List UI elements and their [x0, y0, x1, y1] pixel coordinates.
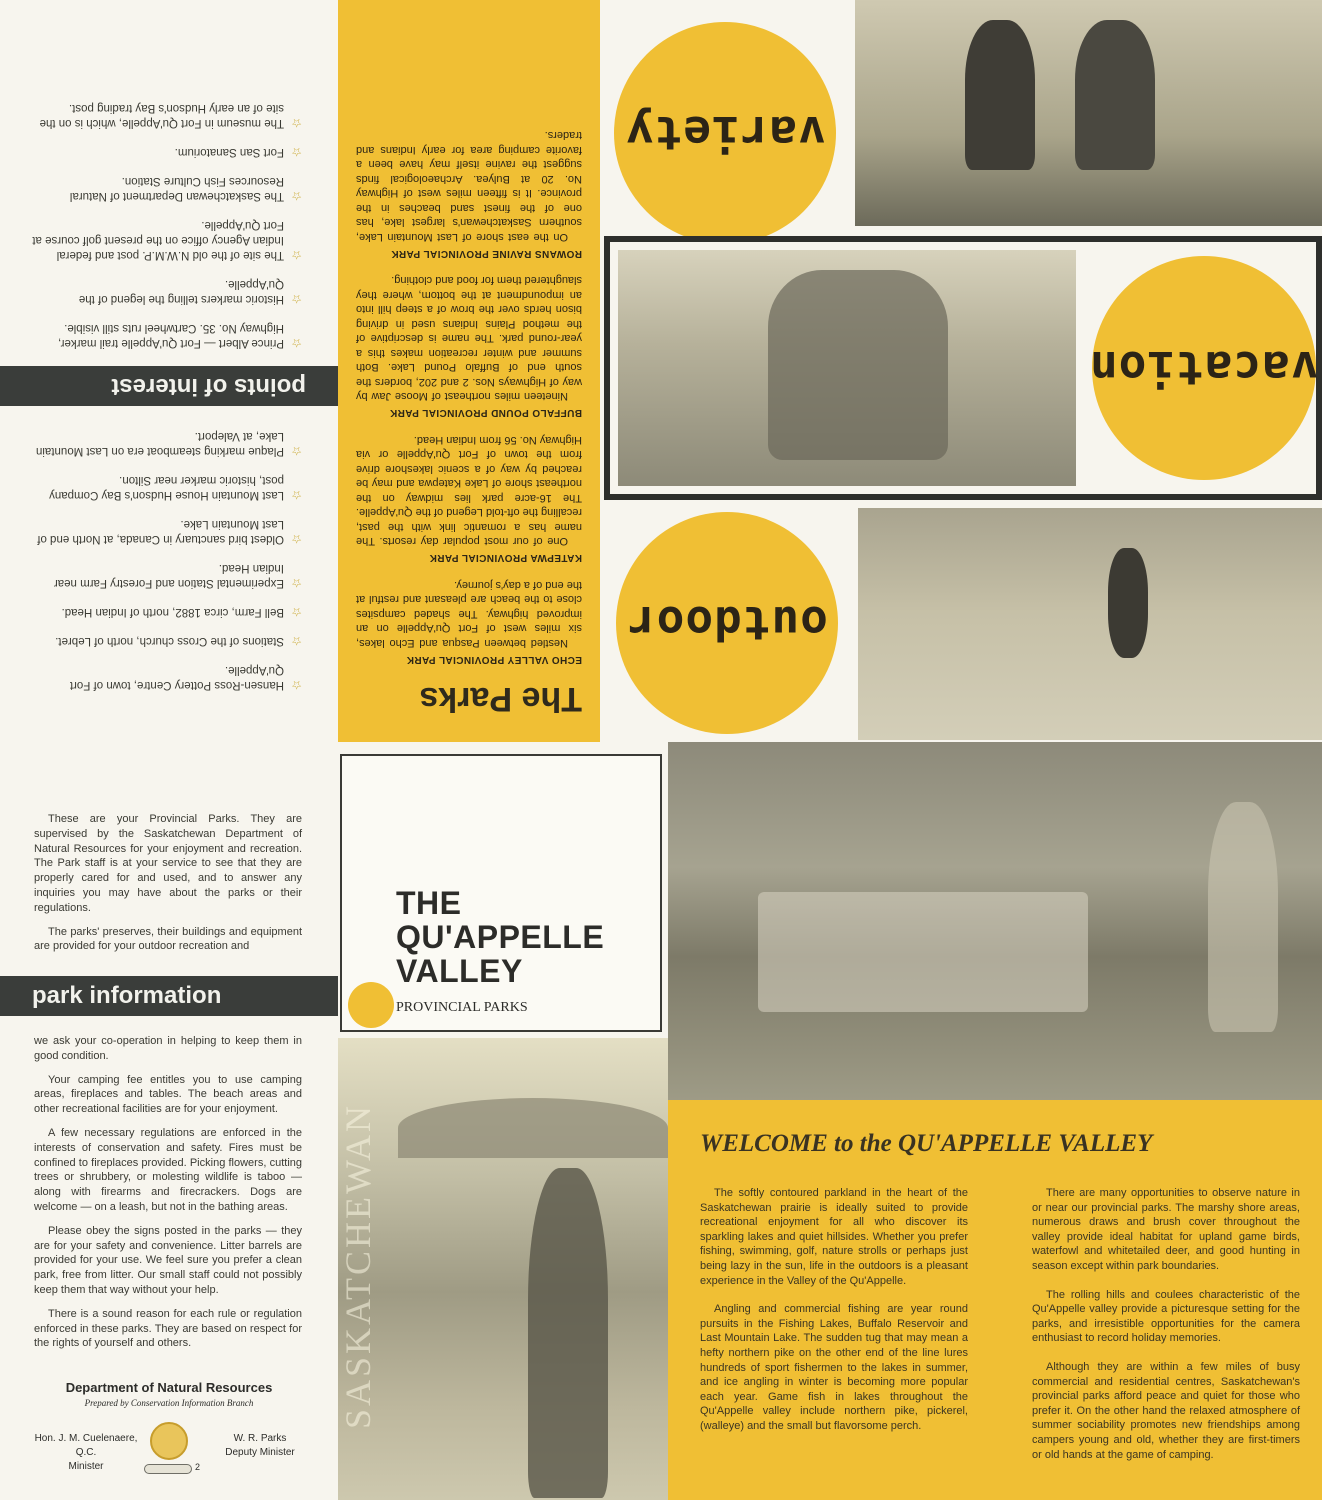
park-text: One of our most popular day resorts. The name has a romantic link with the past, recalling the oft-told Legend of the Qu'Appelle. The 16-acre park lies midway on the northeast shore of Lake Katepwa and may be reached by way of a scenic lakeshore drive from the town of Fort Qu'Appelle or via Highway No. 56 from Indian Head.	[356, 434, 582, 548]
golfer-photo	[858, 508, 1322, 740]
minister-title: Minister	[68, 1461, 104, 1472]
welcome-heading: WELCOME to the QU'APPELLE VALLEY	[700, 1130, 1153, 1157]
park-title: BUFFALO POUND PROVINCIAL PARK	[389, 407, 582, 419]
deputy-block	[210, 1432, 310, 1460]
parks-heading: The Parks	[419, 680, 582, 718]
printer-mark: 2	[195, 1462, 201, 1472]
points-of-interest-heading: points of interest	[0, 366, 338, 406]
vacation-frame	[604, 236, 1322, 500]
union-label-icon	[144, 1464, 192, 1474]
list-item: ☆ The Saskatchewan Department of Natural Resources Fish Culture Station.	[32, 173, 302, 203]
park-info-paragraph: Please obey the signs posted in the parks — they are for your safety and convenience. Litter barrels are provided for your use. We feel sure you prefer a clean park, free from litter. Our small staff could not possibly keep them that way without your help.	[34, 1224, 302, 1296]
prepared-by: Prepared by Conservation Information Branch	[84, 1398, 254, 1408]
park-info-intro: The parks' preserves, their buildings and equipment are provided for your outdoor recreation and	[34, 925, 302, 953]
points-of-interest-panel	[0, 0, 338, 742]
welcome-text-area	[668, 1100, 1322, 1500]
circle-vacation: vacation	[1092, 256, 1316, 480]
cover-title	[396, 886, 604, 988]
list-item: ☆ Fort San Sanatorium.	[32, 144, 302, 159]
park-info-paragraph: A few necessary regulations are enforced in the interests of conservation and safety. Fires must be confined to fireplaces provided. Picking flowers, cutting trees or shrubbery, or molesting wildlife is taboo — along with firearms and firecrackers. Dogs are welcome — on a leash, but not in the bathing areas.	[34, 1126, 302, 1213]
list-item: ☆ Oldest bird sanctuary in Canada, at North end of Last Mountain Lake.	[32, 516, 302, 546]
park-info-intro: These are your Provincial Parks. They are supervised by the Saskatchewan Department of Natural Resources for your enjoyment and recreation. The Park staff is at your service to see that they are properly cared for and used, and to answer any inquiries you may have about the parks or their regulations.	[34, 813, 302, 914]
welcome-paragraph: Although they are within a few miles of busy commercial and residential centres, Saskatchewan's provincial parks afford peace and quiet for those who prefer it. On the other hand the relaxed atmosphere of summer sociability promotes new friendships among campers young and old, whether they are first-timers or old hands at the game of camping.	[1032, 1360, 1300, 1461]
list-item: ☆ Last Mountain House Hudson's Bay Company post, historic marker near Silton.	[32, 472, 302, 502]
lake-vista-photo	[338, 1038, 668, 1500]
title-line: THE	[396, 885, 462, 921]
department-name: Department of Natural Resources	[65, 1380, 273, 1395]
poi-list-top	[32, 428, 302, 692]
deputy-name: W. R. Parks	[233, 1433, 287, 1444]
list-item: ☆ Stations of the Cross church, north of Lebret.	[32, 633, 302, 648]
circle-variety: variety	[614, 22, 836, 244]
park-info-paragraph: we ask your co-operation in helping to keep them in good condition.	[34, 1035, 302, 1062]
list-item: ☆ The site of the old N.W.M.P. post and federal Indian Agency office on the present golf course at Fort Qu'Appelle.	[32, 217, 302, 262]
welcome-panel	[668, 742, 1322, 1500]
list-item: ☆ Hansen-Ross Pottery Centre, town of Fort Qu'Appelle.	[32, 662, 302, 692]
poi-list-bottom	[32, 100, 302, 350]
title-box	[340, 754, 662, 1032]
park-text: On the east shore of Last Mountain Lake, southern Saskatchewan's largest lake, has one of the finest sand beaches in the province. It is fifteen miles west of Highway No. 20 at Bulyea. Archaeological finds suggest the ravine itself may have been a favorite camping area for early Indians and traders.	[356, 129, 582, 243]
park-title: ECHO VALLEY PROVINCIAL PARK	[406, 654, 582, 665]
park-info-paragraph: Your camping fee entitles you to use camping areas, fireplaces and tables. The beach areas and other recreational facilities are for your enjoyment.	[34, 1073, 302, 1116]
saskatchewan-vertical-text: SASKATCHEWAN	[338, 1102, 378, 1429]
welcome-paragraph: Angling and commercial fishing are year round pursuits in the Fishing Lakes, Buffalo Reservoir and Last Mountain Lake. The sudden tug that may mean a hefty northern pike on the other end of the line lures hundreds of sport fishermen to the lakes in summer, and ice angling in winter is becoming more popular each year. Game fish in lakes throughout the Qu'Appelle valley include northern pike, pickerel, (walleye) and the small but flavorsome perch.	[700, 1303, 968, 1432]
minister-name: Hon. J. M. Cuelenaere, Q.C.	[34, 1433, 138, 1458]
cover-subtitle: PROVINCIAL PARKS	[396, 1000, 528, 1015]
park-information-panel	[0, 742, 338, 1500]
photo-panel	[600, 0, 1322, 742]
park-text: Nestled between Pasqua and Echo lakes, six miles west of Fort Qu'Appelle on an improved highway. The shaded campsites close to the beach are pleasant and restful at the end of a day's journey.	[356, 579, 582, 649]
title-line: VALLEY	[396, 953, 523, 989]
park-title: KATEPWA PROVINCIAL PARK	[429, 552, 582, 564]
park-title: ROWANS RAVINE PROVINCIAL PARK	[390, 248, 582, 259]
yellow-dot-icon	[348, 982, 394, 1028]
minister-block	[26, 1432, 146, 1474]
park-information-heading: park information	[0, 976, 338, 1016]
provincial-crest-icon	[150, 1422, 188, 1460]
welcome-paragraph: There are many opportunities to observe nature in or near our provincial parks. The marshy shore areas, numerous draws and brush cover throughout the valley provide ideal habitat for upland game birds, waterfowl and whitetailed deer, and good hunting in season except within park boundaries.	[1032, 1187, 1300, 1272]
list-item: ☆ The museum in Fort Qu'Appelle, which is on the site of an early Hudson's Bay trading post.	[32, 100, 302, 130]
list-item: ☆ Prince Albert — Fort Qu'Appelle trail marker, Highway No. 35. Cartwheel ruts still visible.	[32, 320, 302, 350]
beach-girls-photo	[618, 250, 1076, 486]
list-item: ☆ Experimental Station and Forestry Farm near Indian Head.	[32, 560, 302, 590]
cover-panel	[338, 742, 668, 1500]
the-parks-panel	[338, 0, 600, 742]
list-item: ☆ Plaque marking steamboat era on Last Mountain Lake, at Valeport.	[32, 428, 302, 458]
deputy-title: Deputy Minister	[225, 1447, 295, 1458]
park-info-paragraph: There is a sound reason for each rule or regulation enforced in these parks. They are based on respect for the rights of yourself and others.	[34, 1307, 302, 1350]
welcome-paragraph: The rolling hills and coulees characteristic of the Qu'Appelle valley provide a picturesque setting for the parks, and irresistible opportunities for the camera enthusiast to record holiday memories.	[1032, 1288, 1300, 1345]
welcome-paragraph: The softly contoured parkland in the heart of the Saskatchewan prairie is ideally suited to provide recreational enjoyment for all who discover its sparkling lakes and quiet hillsides. Whether you prefer fishing, swimming, golf, nature strolls or perhaps just being lazy in the sun, life in the outdoors is a pleasant experience in the Valley of the Qu'Appelle.	[700, 1187, 968, 1287]
horseback-riders-photo	[855, 0, 1322, 226]
list-item: ☆ Historic markers telling the legend of the Qu'Appelle.	[32, 276, 302, 306]
park-text: Nineteen miles northeast of Moose Jaw by way of Highways Nos. 2 and 202, borders the south end of Buffalo Pound Lake. Both summer and winter recreation makes this a year-round park. The name is descriptive of the method Plains Indians used in driving bison herds over the brow of a steep hill into an impoundment at the bottom, where they slaughtered them for food and clothing.	[356, 274, 582, 403]
list-item: ☆ Bell Farm, circa 1882, north of Indian Head.	[32, 604, 302, 619]
title-line: QU'APPELLE	[396, 919, 605, 955]
picnic-photo	[668, 742, 1322, 1100]
circle-outdoor: outdoor	[616, 512, 838, 734]
